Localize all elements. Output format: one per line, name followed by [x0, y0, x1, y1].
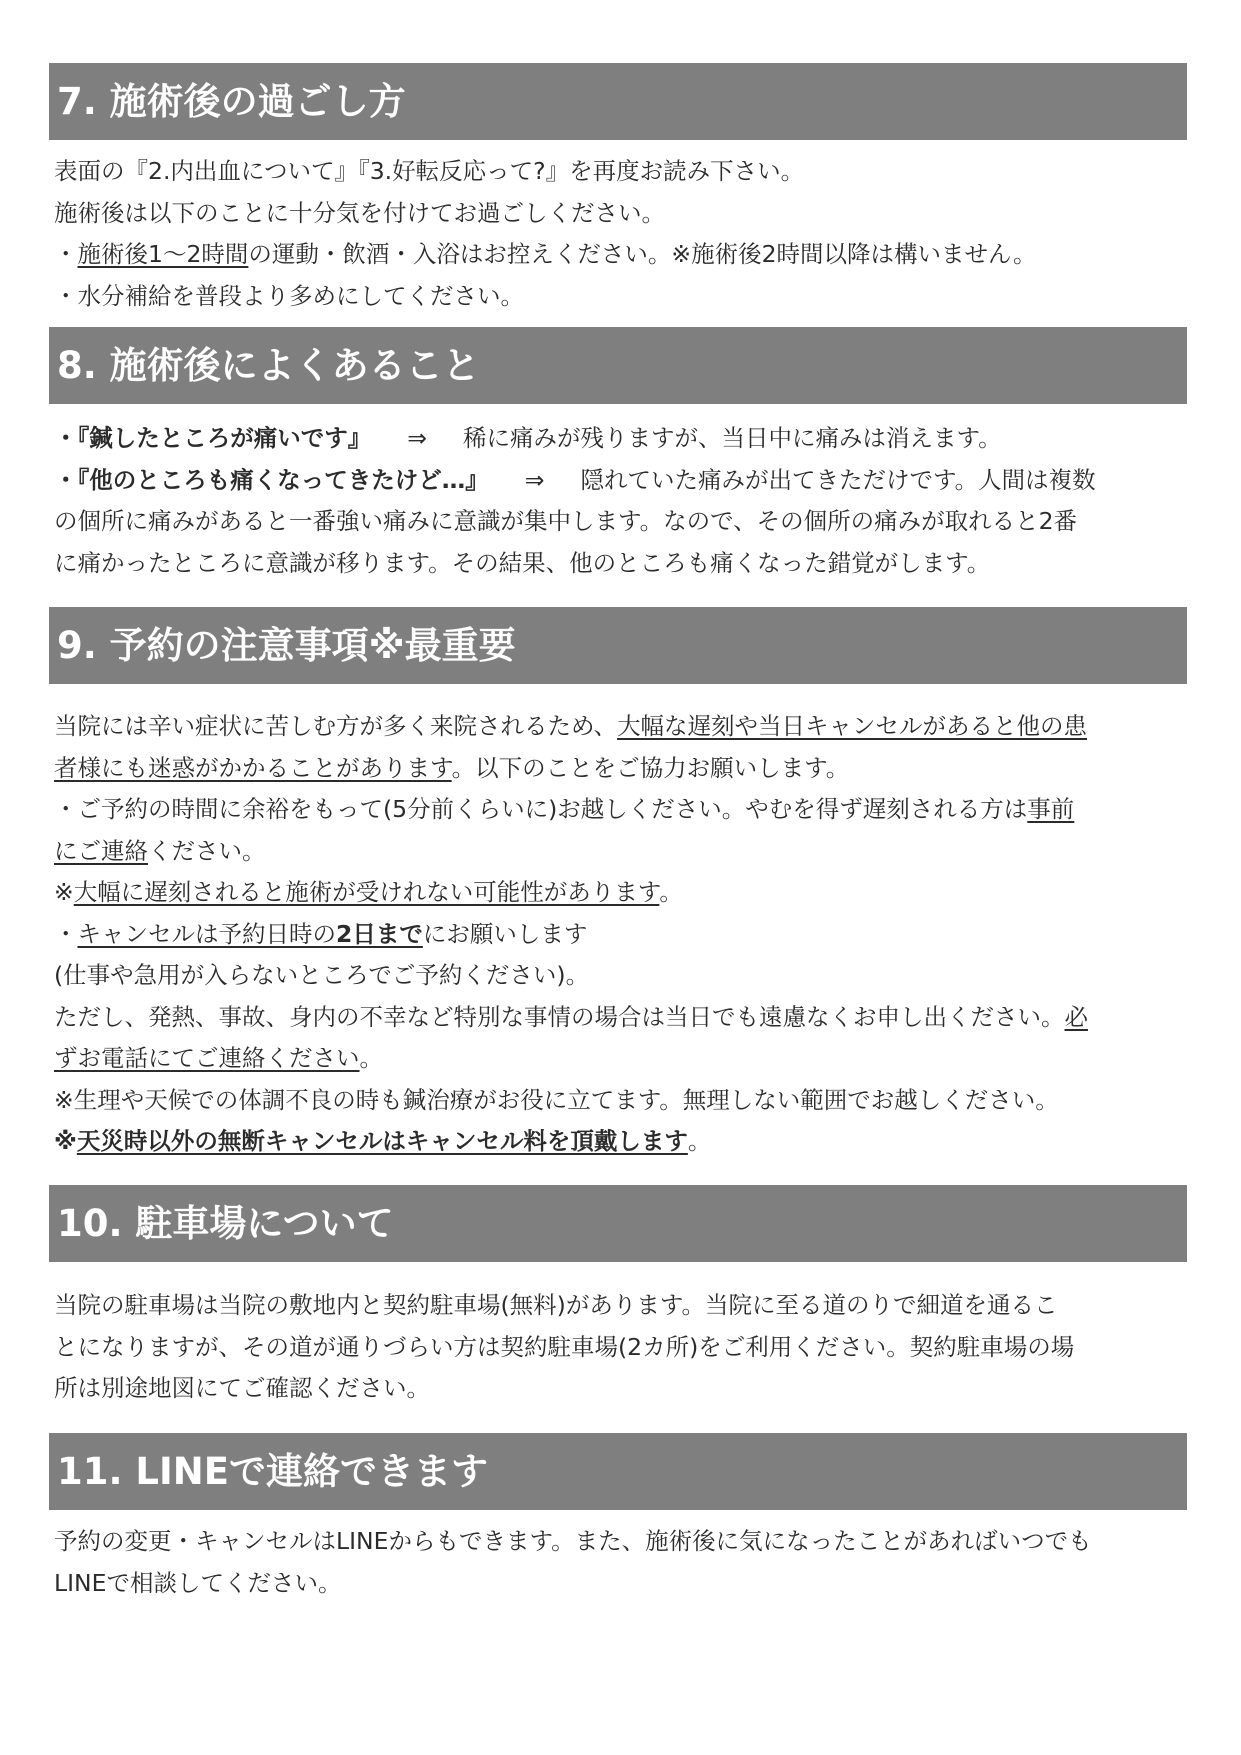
paragraph-line: 予約の変更・キャンセルはLINEからもできます。また、施術後に気になったことがあればいつでも [54, 1527, 1092, 1555]
bold-underlined-text: 天災時以外の無断キャンセルはキャンセル料を頂戴します [76, 1127, 688, 1155]
text: の運動・飲酒・入浴はお控えください。※施術後2時間以降は構いません。 [248, 240, 1037, 268]
bold-text: ※ [54, 1127, 77, 1155]
answer-text: 隠れていた痛みが出てきただけです。人間は複数 [580, 465, 1096, 494]
arrow-glyph: ⇒ [524, 465, 545, 494]
qa-line [54, 418, 1189, 460]
underlined-text: 者様にも迷惑がかかることがあります [54, 753, 452, 782]
paragraph-line [54, 831, 1189, 873]
underlined-text: 大幅に遅刻されると施術が受けれない可能性があります [73, 878, 660, 906]
section-11-heading: 11. LINEで連絡できます [49, 1433, 1187, 1510]
section-7-heading: 7. 施術後の過ごし方 [49, 63, 1187, 140]
text: にお願いします [422, 919, 588, 948]
paragraph-line: の個所に痛みがあると一番強い痛みに意識が集中します。なので、その個所の痛みが取れると2番 [54, 507, 1078, 535]
paragraph-line: ※生理や天候での体調不良の時も鍼治療がお役に立てます。無理しない範囲でお越しください。 [54, 1085, 1059, 1114]
text: ・ご予約の時間に余裕をもって(5分前くらいに)お越しください。やむを得ず遅刻される方は [54, 795, 1028, 823]
text: 。 [659, 878, 683, 906]
underlined-text: にご連絡 [54, 836, 148, 865]
paragraph-line [54, 914, 1189, 956]
bold-underlined-text: 2日まで [336, 919, 423, 948]
section-10-heading: 10. 駐車場について [49, 1185, 1187, 1262]
paragraph-line: 施術後は以下のことに十分気を付けてお過ごしください。 [54, 198, 665, 227]
paragraph-line [54, 234, 1189, 276]
text: 当院には辛い症状に苦しむ方が多く来院されるため、 [54, 712, 618, 740]
paragraph-line [54, 1121, 1189, 1163]
underlined-text: 事前 [1027, 795, 1075, 823]
underlined-text: 施術後1〜2時間 [77, 240, 249, 268]
paragraph-line: LINEで相談してください。 [54, 1568, 342, 1597]
question-text: ・『鍼したところが痛いです』 [54, 424, 372, 452]
paragraph-line [54, 872, 1189, 914]
section-8-body [54, 418, 1189, 584]
underlined-text: キャンセルは予約日時の [77, 919, 336, 948]
paragraph-line: (仕事や急用が入らないところでご予約ください)。 [54, 961, 590, 989]
section-10-body [54, 1285, 1189, 1410]
paragraph-line: ・水分補給を普段より多めにしてください。 [54, 281, 524, 310]
answer-text: 稀に痛みが残りますが、当日中に痛みは消えます。 [462, 424, 1002, 452]
text: ・ [54, 919, 78, 948]
text: ただし、発熱、事故、身内の不幸など特別な事情の場合は当日でも遠慮なくお申し出ください。 [54, 1002, 1065, 1031]
paragraph-line [54, 997, 1189, 1039]
section-9-body [54, 706, 1189, 1163]
paragraph-line [54, 748, 1189, 790]
section-7-body [54, 151, 1189, 317]
text: ※ [54, 878, 74, 906]
bullet: ・ [54, 240, 78, 268]
section-8-heading: 8. 施術後によくあること [49, 327, 1187, 404]
paragraph-line: 所は別途地図にてご確認ください。 [54, 1374, 430, 1402]
text: 。以下のことをご協力お願いします。 [451, 753, 850, 782]
section-11-body [54, 1521, 1189, 1604]
paragraph-line [54, 789, 1189, 831]
section-9-heading: 9. 予約の注意事項※最重要 [49, 607, 1187, 684]
question-text: ・『他のところも痛くなってきたけど…』 [54, 465, 489, 494]
paragraph-line: 当院の駐車場は当院の敷地内と契約駐車場(無料)があります。当院に至る道のりで細道を通るこ [54, 1291, 1058, 1319]
paragraph-line: に痛かったところに意識が移ります。その結果、他のところも痛くなった錯覚がします。 [54, 548, 991, 577]
underlined-text: ずお電話にてご連絡ください [54, 1044, 360, 1072]
paragraph-line [54, 706, 1189, 748]
paragraph-line: とになりますが、その道が通りづらい方は契約駐車場(2カ所)をご利用ください。契約駐車場の場 [54, 1332, 1075, 1361]
underlined-text: 大幅な遅刻や当日キャンセルがあると他の患 [617, 712, 1088, 740]
qa-line [54, 460, 1189, 502]
arrow-glyph: ⇒ [407, 424, 427, 452]
text: 。 [687, 1127, 712, 1155]
paragraph-line [54, 1038, 1189, 1080]
paragraph-line: 表面の『2.内出血について』『3.好転反応って?』を再度お読み下さい。 [54, 157, 805, 185]
text: 。 [359, 1044, 383, 1072]
underlined-text: 必 [1064, 1002, 1088, 1031]
text: ください。 [148, 836, 266, 865]
